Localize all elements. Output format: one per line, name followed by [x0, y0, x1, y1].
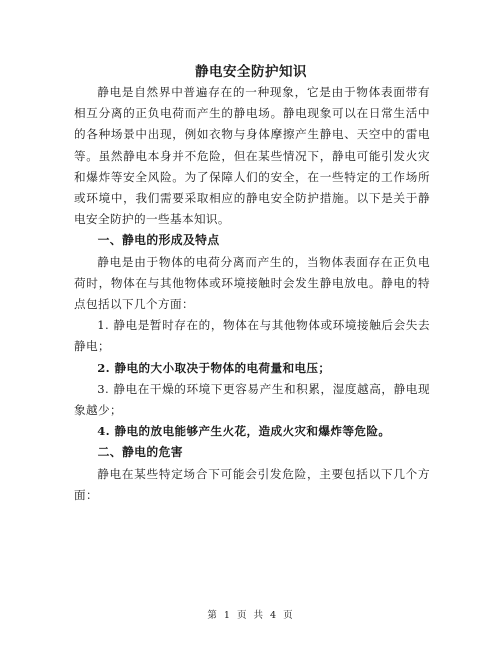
list-item-4: 4. 静电的放电能够产生火花，造成火灾和爆炸等危险。: [97, 424, 391, 439]
list-item-1: 1. 静电是暂时存在的，物体在与其他物体或环境接触后会失去静电；: [74, 318, 430, 354]
page-number-footer: 第 1 页 共 4 页: [207, 610, 295, 621]
section-heading-hazards: 二、静电的危害: [97, 445, 183, 460]
list-item-3: 3. 静电在干燥的环境下更容易产生和积累，湿度越高，静电现象越少；: [74, 381, 430, 418]
intro-paragraph: 静电是自然界中普遍存在的一种现象，它是由于物体表面带有相互分离的正负电荷而产生的静电场。静电现象可以在日常生活中的各种场景中出现，例如衣物与身体摩擦产生静电、天空中的雷电等。虽然静电本身并不危险，但在某些情况下，静电可能引发火灾和爆炸等安全风险。为了保障人们的安全，在一些特定的工作场所或环境中，我们需要采取相应的静电安全防护措施。以下是关于静电安全防护的一些基本知识。: [74, 85, 430, 227]
document-title: 静电安全防护知识: [195, 64, 307, 80]
section-heading-formation: 一、静电的形成及特点: [97, 233, 220, 248]
document-body: [74, 82, 430, 506]
hazards-paragraph: 静电在某些特定场合下可能会引发危险，主要包括以下几个方面：: [74, 466, 430, 502]
list-item-2: 2. 静电的大小取决于物体的电荷量和电压；: [97, 360, 331, 375]
formation-paragraph: 静电是由于物体的电荷分离而产生的，当物体表面存在正负电荷时，物体在与其他物体或环境接触时会发生静电放电。静电的特点包括以下几个方面：: [74, 254, 430, 312]
